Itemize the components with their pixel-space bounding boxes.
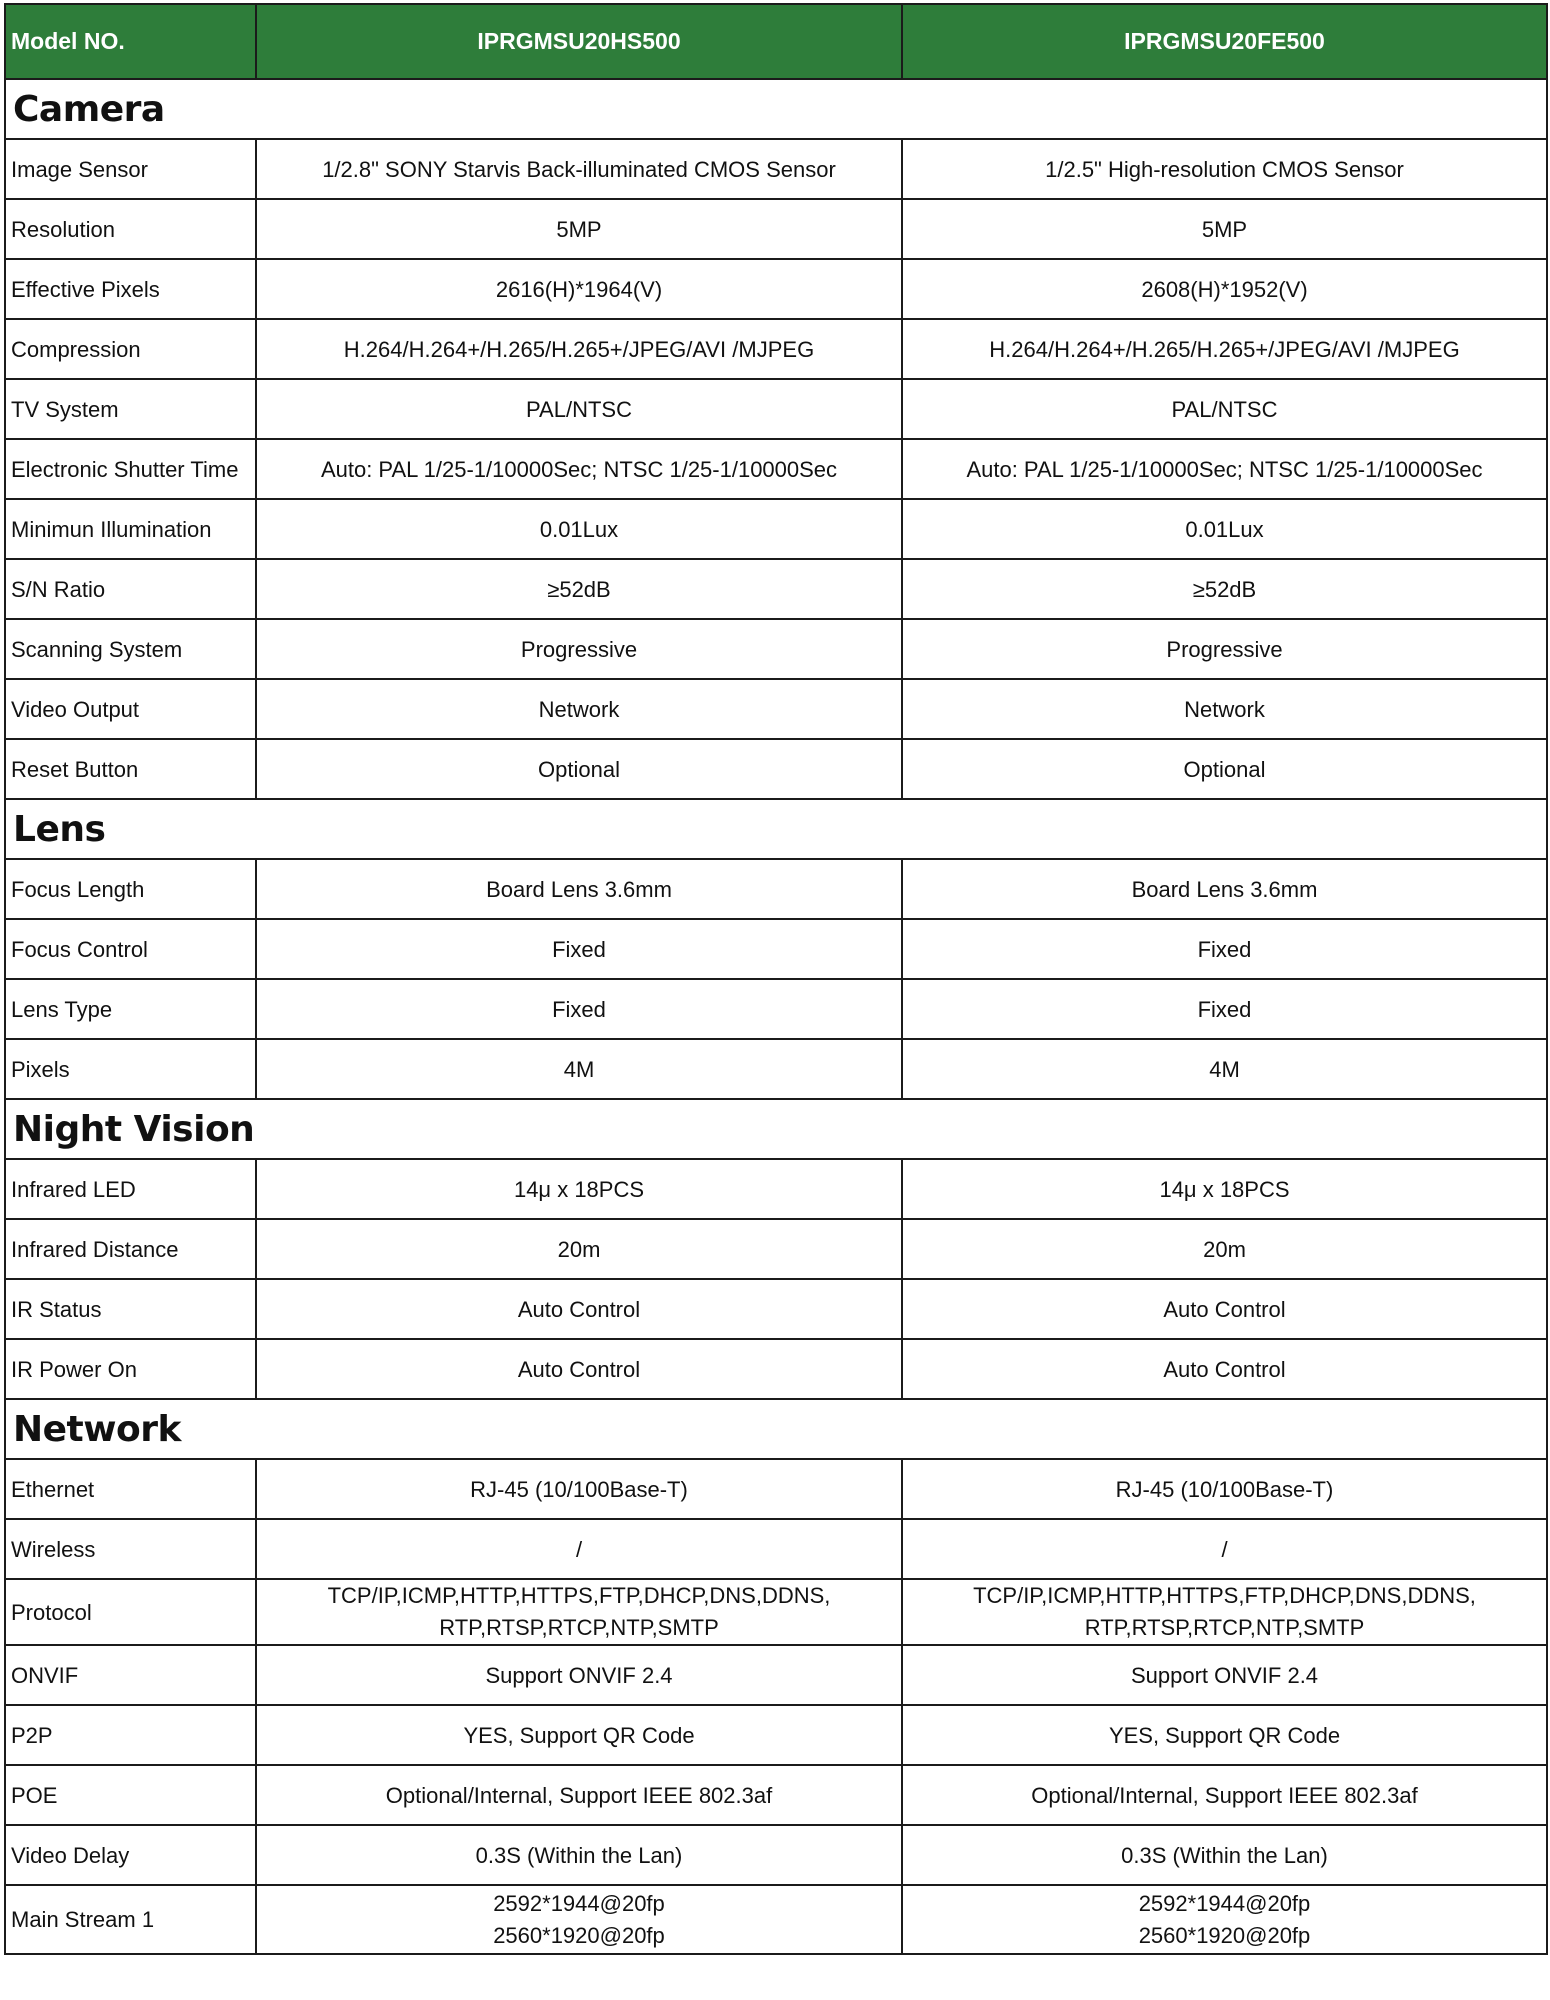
spec-value: Fixed xyxy=(256,919,902,979)
table-row xyxy=(5,1219,1547,1279)
spec-label: ONVIF xyxy=(5,1645,256,1705)
section-lens xyxy=(5,799,1547,859)
table-row xyxy=(5,379,1547,439)
spec-value: H.264/H.264+/H.265/H.265+/JPEG/AVI /MJPEG xyxy=(256,319,902,379)
spec-label: Ethernet xyxy=(5,1459,256,1519)
spec-sheet xyxy=(4,3,1546,1955)
spec-value: 1/2.5" High-resolution CMOS Sensor xyxy=(902,139,1547,199)
spec-value: / xyxy=(256,1519,902,1579)
spec-label: Compression xyxy=(5,319,256,379)
table-row xyxy=(5,1279,1547,1339)
spec-value-line: TCP/IP,ICMP,HTTP,HTTPS,FTP,DHCP,DNS,DDNS, xyxy=(973,1583,1476,1608)
table-row xyxy=(5,559,1547,619)
spec-value-line: 2592*1944@20fp xyxy=(1138,1890,1311,1916)
table-row xyxy=(5,739,1547,799)
spec-value-line: 2560*1920@20fp xyxy=(1138,1922,1311,1948)
spec-label: S/N Ratio xyxy=(5,559,256,619)
spec-value: Progressive xyxy=(256,619,902,679)
spec-value: RJ-45 (10/100Base-T) xyxy=(902,1459,1547,1519)
spec-value: Fixed xyxy=(256,979,902,1039)
spec-value: 0.01Lux xyxy=(256,499,902,559)
spec-value: Support ONVIF 2.4 xyxy=(256,1645,902,1705)
table-row xyxy=(5,1519,1547,1579)
spec-value: Auto: PAL 1/25-1/10000Sec; NTSC 1/25-1/10000Sec xyxy=(256,439,902,499)
table-row xyxy=(5,1339,1547,1399)
spec-value: 5MP xyxy=(256,199,902,259)
spec-value: 14μ x 18PCS xyxy=(256,1159,902,1219)
spec-label: Wireless xyxy=(5,1519,256,1579)
table-row xyxy=(5,439,1547,499)
spec-value: 2616(H)*1964(V) xyxy=(256,259,902,319)
section-night-vision xyxy=(5,1099,1547,1159)
spec-value: Auto Control xyxy=(902,1339,1547,1399)
spec-value: Fixed xyxy=(902,979,1547,1039)
spec-value xyxy=(256,1885,902,1954)
spec-value xyxy=(902,1885,1547,1954)
spec-value: PAL/NTSC xyxy=(256,379,902,439)
spec-value: 2608(H)*1952(V) xyxy=(902,259,1547,319)
table-row xyxy=(5,499,1547,559)
table-row xyxy=(5,139,1547,199)
spec-value-line: 2560*1920@20fp xyxy=(493,1922,665,1948)
spec-label: Focus Length xyxy=(5,859,256,919)
spec-value: / xyxy=(902,1519,1547,1579)
spec-label: TV System xyxy=(5,379,256,439)
spec-value: Auto: PAL 1/25-1/10000Sec; NTSC 1/25-1/10000Sec xyxy=(902,439,1547,499)
spec-value: 4M xyxy=(902,1039,1547,1099)
section-title: Lens xyxy=(5,799,1547,859)
spec-label: Pixels xyxy=(5,1039,256,1099)
spec-value: 0.3S (Within the Lan) xyxy=(902,1825,1547,1885)
spec-value: Network xyxy=(256,679,902,739)
spec-label: Main Stream 1 xyxy=(5,1885,256,1954)
spec-label: Video Delay xyxy=(5,1825,256,1885)
spec-label: Resolution xyxy=(5,199,256,259)
spec-label: Minimun Illumination xyxy=(5,499,256,559)
spec-value: 20m xyxy=(256,1219,902,1279)
table-row xyxy=(5,259,1547,319)
section-title: Network xyxy=(5,1399,1547,1459)
spec-value: Optional xyxy=(256,739,902,799)
spec-value: Optional/Internal, Support IEEE 802.3af xyxy=(902,1765,1547,1825)
spec-value: 0.3S (Within the Lan) xyxy=(256,1825,902,1885)
spec-value: 5MP xyxy=(902,199,1547,259)
spec-value-line: RTP,RTSP,RTCP,NTP,SMTP xyxy=(439,1615,719,1640)
table-row xyxy=(5,619,1547,679)
spec-value: ≥52dB xyxy=(256,559,902,619)
table-row xyxy=(5,1705,1547,1765)
spec-value: 4M xyxy=(256,1039,902,1099)
model-name-2: IPRGMSU20FE500 xyxy=(902,4,1547,79)
table-row xyxy=(5,1765,1547,1825)
spec-value: Network xyxy=(902,679,1547,739)
table-row xyxy=(5,1159,1547,1219)
spec-value: YES, Support QR Code xyxy=(256,1705,902,1765)
spec-value-line: RTP,RTSP,RTCP,NTP,SMTP xyxy=(1084,1615,1365,1640)
spec-value: YES, Support QR Code xyxy=(902,1705,1547,1765)
spec-label: POE xyxy=(5,1765,256,1825)
section-network xyxy=(5,1399,1547,1459)
section-camera xyxy=(5,79,1547,139)
header-row xyxy=(5,4,1547,79)
spec-value: 0.01Lux xyxy=(902,499,1547,559)
spec-label: Focus Control xyxy=(5,919,256,979)
spec-value: Board Lens 3.6mm xyxy=(256,859,902,919)
spec-value: Board Lens 3.6mm xyxy=(902,859,1547,919)
spec-label: Video Output xyxy=(5,679,256,739)
spec-label: Reset Button xyxy=(5,739,256,799)
table-row xyxy=(5,1885,1547,1954)
spec-value: Optional/Internal, Support IEEE 802.3af xyxy=(256,1765,902,1825)
spec-label: IR Power On xyxy=(5,1339,256,1399)
spec-label: Infrared LED xyxy=(5,1159,256,1219)
table-row xyxy=(5,1039,1547,1099)
model-name-1: IPRGMSU20HS500 xyxy=(256,4,902,79)
spec-value: Auto Control xyxy=(902,1279,1547,1339)
spec-value: H.264/H.264+/H.265/H.265+/JPEG/AVI /MJPEG xyxy=(902,319,1547,379)
spec-value: Fixed xyxy=(902,919,1547,979)
spec-value: RJ-45 (10/100Base-T) xyxy=(256,1459,902,1519)
table-row xyxy=(5,979,1547,1039)
table-row xyxy=(5,919,1547,979)
spec-label: Protocol xyxy=(5,1579,256,1645)
spec-value: Progressive xyxy=(902,619,1547,679)
spec-label: IR Status xyxy=(5,1279,256,1339)
header-label: Model NO. xyxy=(5,4,256,79)
table-row xyxy=(5,859,1547,919)
spec-label: Lens Type xyxy=(5,979,256,1039)
spec-label: Infrared Distance xyxy=(5,1219,256,1279)
spec-value-line: TCP/IP,ICMP,HTTP,HTTPS,FTP,DHCP,DNS,DDNS, xyxy=(327,1583,831,1608)
spec-value: ≥52dB xyxy=(902,559,1547,619)
table-row xyxy=(5,1579,1547,1645)
spec-label: Image Sensor xyxy=(5,139,256,199)
spec-value: PAL/NTSC xyxy=(902,379,1547,439)
section-title: Camera xyxy=(5,79,1547,139)
spec-value: 1/2.8" SONY Starvis Back-illuminated CMOS Sensor xyxy=(256,139,902,199)
spec-value xyxy=(256,1579,902,1645)
spec-value: 20m xyxy=(902,1219,1547,1279)
spec-value-line: 2592*1944@20fp xyxy=(493,1890,665,1916)
spec-label: Electronic Shutter Time xyxy=(5,439,256,499)
spec-table xyxy=(4,3,1548,1955)
table-row xyxy=(5,319,1547,379)
spec-value: Auto Control xyxy=(256,1279,902,1339)
table-row xyxy=(5,1645,1547,1705)
spec-value: 14μ x 18PCS xyxy=(902,1159,1547,1219)
spec-label: Scanning System xyxy=(5,619,256,679)
table-row xyxy=(5,199,1547,259)
spec-value xyxy=(902,1579,1547,1645)
spec-label: Effective Pixels xyxy=(5,259,256,319)
spec-value: Auto Control xyxy=(256,1339,902,1399)
spec-value: Support ONVIF 2.4 xyxy=(902,1645,1547,1705)
table-row xyxy=(5,1825,1547,1885)
spec-value: Optional xyxy=(902,739,1547,799)
table-row xyxy=(5,679,1547,739)
section-title: Night Vision xyxy=(5,1099,1547,1159)
spec-label: P2P xyxy=(5,1705,256,1765)
table-row xyxy=(5,1459,1547,1519)
